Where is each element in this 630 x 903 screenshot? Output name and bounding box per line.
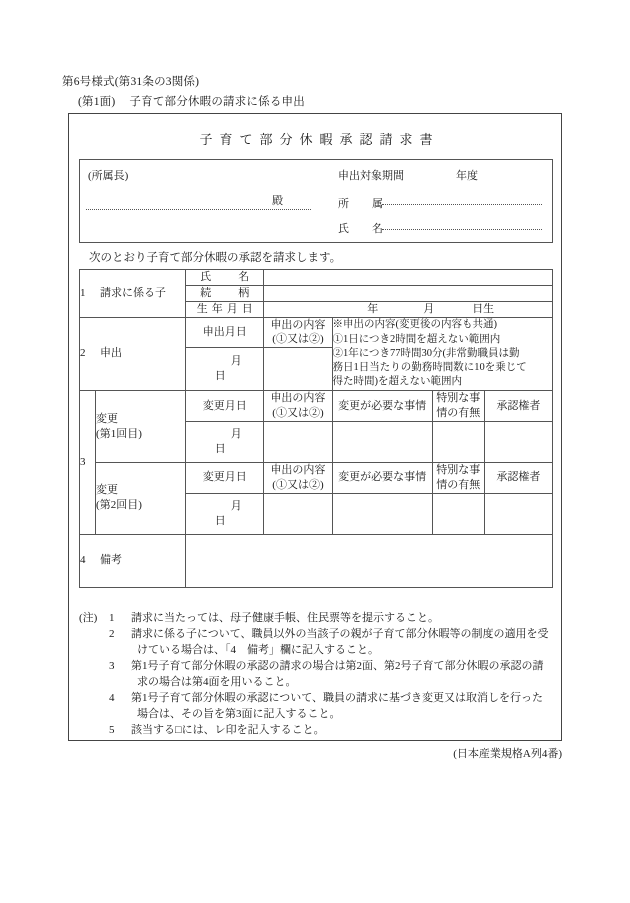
addressee-honorific: 殿 (272, 195, 283, 207)
child-birthdate-label: 生年月日 (186, 301, 264, 317)
form-page-subject (78, 93, 305, 109)
child-relation-label: 続 柄 (186, 285, 264, 301)
change1-label-line2: (第1回目) (96, 427, 142, 440)
note-2-line2: けている場合は、「4 備考」欄に記入すること。 (137, 643, 379, 656)
note-5-text: 該当する□には、レ印を記入すること。 (131, 723, 325, 736)
birth-day-label: 日生 (472, 302, 495, 315)
change1-approver-input[interactable] (484, 421, 552, 462)
note-4-number: 4 (109, 691, 115, 704)
change2-content-header (264, 462, 332, 493)
change2-reason-header: 変更が必要な事情 (332, 462, 432, 493)
lead-sentence: 次のとおり子育て部分休暇の承認を請求します。 (89, 252, 342, 264)
section4-title: 備考 (100, 554, 122, 567)
change1-date-header: 変更月日 (186, 391, 264, 422)
change1-content-input[interactable] (264, 421, 332, 462)
change1-day-label: 日 (214, 442, 226, 455)
section1-label (80, 270, 186, 318)
application-date-input[interactable] (186, 348, 264, 391)
change2-approver-header: 承認権者 (484, 462, 552, 493)
change2-label (96, 462, 186, 534)
change2-special-header (432, 462, 484, 493)
change1-special-header (432, 391, 484, 422)
change1-special-header-line2: 情の有無 (436, 407, 481, 420)
change2-date-input[interactable] (186, 493, 264, 534)
form-table (79, 269, 553, 588)
form-number: 第6号様式(第31条の3関係) (62, 76, 200, 88)
notes-head-label: (注) (79, 612, 98, 624)
table-row-child-name (80, 270, 553, 286)
addressee-input-line[interactable] (86, 209, 311, 210)
affiliation-label: 所 属 (338, 198, 389, 210)
change2-content-input[interactable] (264, 493, 332, 534)
change1-content-header-line1: 申出の内容 (270, 392, 326, 405)
form-frame (68, 113, 562, 741)
change2-special-input[interactable] (432, 493, 484, 534)
table-row-application-header (80, 317, 553, 348)
application-content-header (264, 317, 332, 348)
name-label: 氏 名 (338, 223, 389, 235)
change2-special-header-line1: 特別な事 (436, 463, 481, 476)
page-label: (第1面) (78, 96, 116, 108)
note-2-text (131, 627, 559, 659)
child-relation-value[interactable] (264, 285, 553, 301)
remarks-input[interactable] (186, 534, 553, 587)
application-note-3: 務日1日当たりの勤務時間数に10を乗じて (332, 361, 527, 373)
note-item-3 (79, 659, 559, 691)
change2-special-header-line2: 情の有無 (436, 478, 481, 491)
note-3-line2: 求の場合は第4面を用いること。 (137, 675, 297, 688)
application-day-label: 日 (214, 370, 226, 383)
change2-label-line2: (第2回目) (96, 499, 142, 512)
change1-content-header-line2: (①又は②) (272, 407, 324, 420)
change1-label (96, 391, 186, 463)
table-row-remarks (80, 534, 553, 587)
note-4-line1: 第1号子育て部分休暇の承認について、職員の請求に基づき変更又は取消しを行った (131, 691, 544, 704)
note-item-4 (79, 691, 559, 723)
application-notes (332, 317, 552, 391)
name-input-line[interactable] (382, 218, 542, 230)
note-4-line2: 場合は、その旨を第3面に記入すること。 (137, 707, 341, 720)
note-3-line1: 第1号子育て部分休暇の承認の請求の場合は第2面、第2号子育て部分休暇の承認の請 (131, 659, 544, 672)
child-birthdate-value[interactable] (264, 301, 553, 317)
change1-label-line1: 変更 (96, 412, 119, 425)
change1-reason-header: 変更が必要な事情 (332, 391, 432, 422)
change1-reason-input[interactable] (332, 421, 432, 462)
change2-day-label: 日 (214, 514, 226, 527)
change1-approver-header: 承認権者 (484, 391, 552, 422)
application-note-4: 得た時間)を超えない範囲内 (332, 376, 463, 388)
application-note-0: ※申出の内容(変更後の内容も共通) (332, 319, 498, 331)
change2-approver-input[interactable] (484, 493, 552, 534)
note-item-2 (79, 627, 559, 659)
note-3-number: 3 (109, 659, 115, 672)
application-note-1: ①1日につき2時間を超えない範囲内 (332, 333, 501, 345)
change1-special-input[interactable] (432, 421, 484, 462)
section1-number: 1 (80, 286, 86, 299)
table-row-change2-header (80, 462, 553, 493)
notes-block (79, 611, 559, 739)
document-title: 子育て部分休暇承認請求書 (199, 132, 440, 147)
change2-content-header-line1: 申出の内容 (270, 463, 326, 476)
birth-year-label: 年 (367, 302, 379, 315)
table-row-change1-header (80, 391, 553, 422)
application-content-input[interactable] (264, 348, 332, 391)
section4-label (80, 534, 186, 587)
change2-date-header: 変更月日 (186, 462, 264, 493)
change1-date-input[interactable] (186, 421, 264, 462)
change2-label-line1: 変更 (96, 484, 119, 497)
note-4-text (131, 691, 559, 723)
application-note-2: ②1年につき77時間30分(非常勤職員は勤 (332, 347, 520, 359)
section3-number: 3 (80, 391, 96, 534)
standard-note: (日本産業規格A列4番) (453, 748, 562, 760)
note-item-1 (79, 611, 559, 627)
change2-month-label: 月 (230, 499, 242, 512)
addressee-label: (所属長) (88, 170, 129, 182)
period-label: 申出対象期間 (338, 170, 404, 182)
section2-label (80, 317, 186, 391)
section1-title: 請求に係る子 (100, 286, 166, 299)
note-5-number: 5 (109, 723, 115, 736)
application-date-header: 申出月日 (186, 317, 264, 348)
note-2-number: 2 (109, 627, 115, 640)
change1-special-header-line1: 特別な事 (436, 392, 481, 405)
name-field (338, 218, 542, 236)
birth-month-label: 月 (423, 302, 435, 315)
child-name-value[interactable] (264, 270, 553, 286)
change2-content-header-line2: (①又は②) (272, 478, 324, 491)
application-content-header-line1: 申出の内容 (270, 318, 326, 331)
page-subject: 子育て部分休暇の請求に係る申出 (129, 96, 305, 108)
section2-number: 2 (80, 347, 86, 360)
note-2-line1: 請求に係る子について、職員以外の当該子の親が子育て部分休暇等の制度の適用を受 (131, 627, 549, 640)
header-box (79, 159, 553, 243)
application-content-header-line2: (①又は②) (272, 333, 324, 346)
change1-month-label: 月 (230, 428, 242, 441)
period-unit: 年度 (456, 170, 478, 182)
affiliation-field (338, 193, 542, 211)
section4-number: 4 (80, 554, 86, 567)
note-3-text (131, 659, 559, 691)
note-1-number: 1 (109, 612, 115, 624)
change2-reason-input[interactable] (332, 493, 432, 534)
change1-content-header (264, 391, 332, 422)
child-name-label: 氏 名 (186, 270, 264, 286)
note-1-text: 請求に当たっては、母子健康手帳、住民票等を提示すること。 (131, 612, 439, 624)
period-label-row (338, 167, 478, 183)
section2-title: 申出 (100, 347, 122, 360)
affiliation-input-line[interactable] (382, 193, 542, 205)
note-item-5 (79, 723, 559, 739)
application-month-label: 月 (230, 355, 242, 368)
